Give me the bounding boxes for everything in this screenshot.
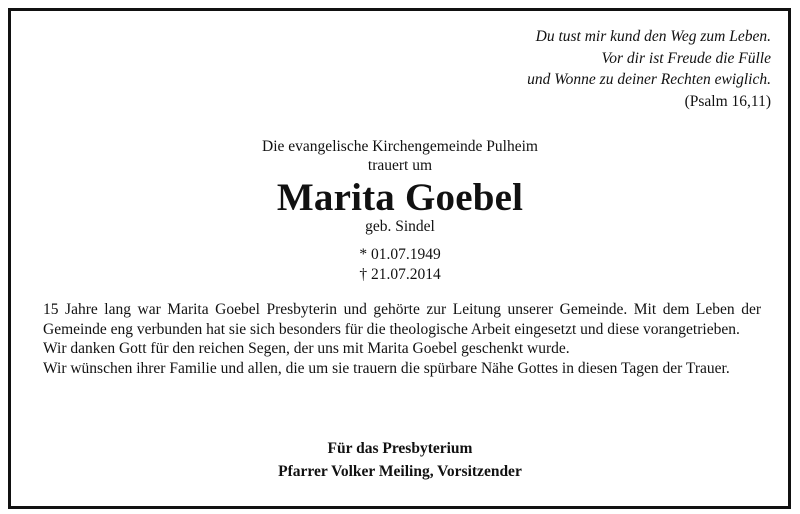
deceased-name: Marita Goebel: [276, 176, 524, 219]
intro-text: [0, 137, 800, 175]
psalm-verse: [527, 26, 771, 112]
body-paragraph: 15 Jahre lang war Marita Goebel Presbyterin und gehörte zur Leitung unserer Gemeinde. Mit dem Leben der Gemeinde eng verbunden hat sie sich besonders für die theologische Arbeit eingesetzt und diese vorangetrieben.: [43, 301, 761, 338]
mourns-line: trauert um: [367, 157, 433, 174]
congregation-line: Die evangelische Kirchengemeinde Pulheim: [262, 138, 538, 155]
signature-block: [0, 437, 800, 483]
birth-name: geb. Sindel: [365, 218, 435, 235]
body-paragraph: Wir wünschen ihrer Familie und allen, die um sie trauern die spürbare Nähe Gottes in diesen Tagen der Trauer.: [43, 359, 730, 377]
body-text: [43, 300, 761, 378]
verse-reference: (Psalm 16,11): [684, 92, 771, 110]
verse-line: Du tust mir kund den Weg zum Leben.: [535, 28, 771, 45]
signature-line-pastor: Pfarrer Volker Meiling, Vorsitzender: [278, 463, 522, 480]
life-dates: [0, 245, 800, 285]
verse-line: Vor dir ist Freude die Fülle: [601, 49, 771, 67]
death-date: † 21.07.2014: [359, 266, 441, 283]
verse-line: und Wonne zu deiner Rechten ewiglich.: [527, 71, 771, 88]
signature-line-presbytery: Für das Presbyterium: [327, 440, 473, 457]
body-paragraph: Wir danken Gott für den reichen Segen, der uns mit Marita Goebel geschenkt wurde.: [43, 340, 570, 358]
birth-date: * 01.07.1949: [359, 246, 441, 263]
